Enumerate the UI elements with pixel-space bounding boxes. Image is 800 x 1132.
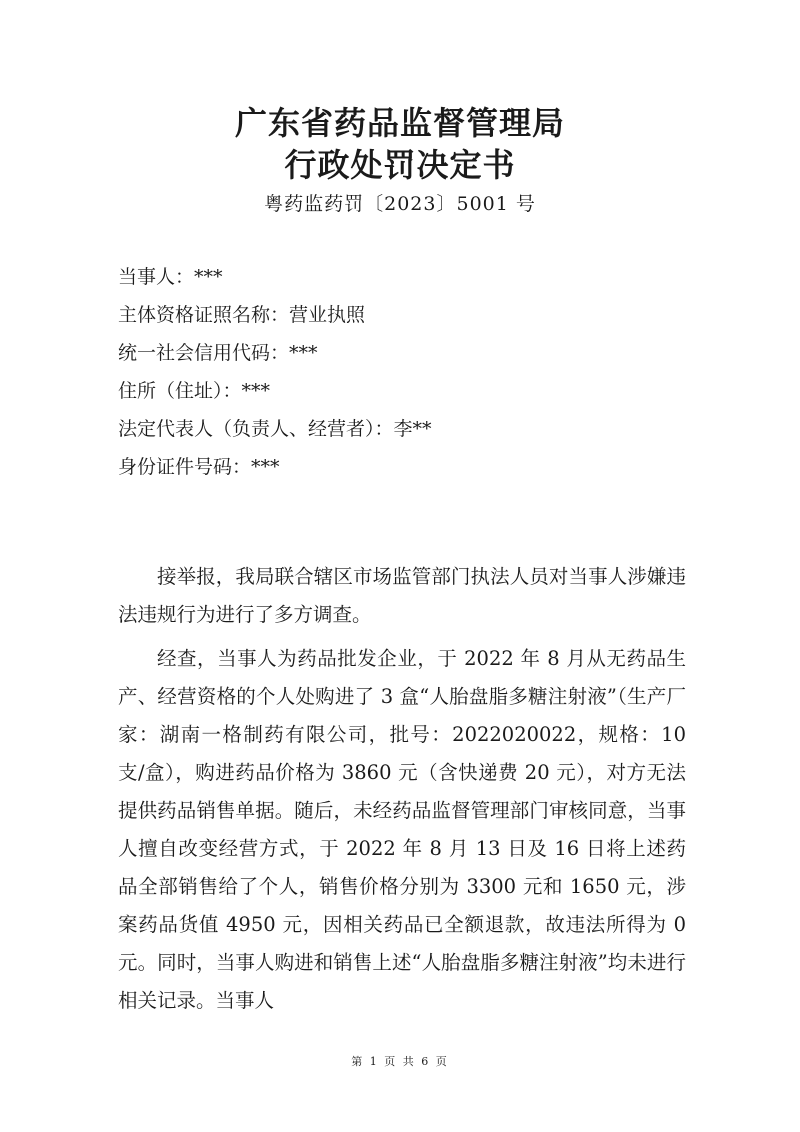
license-name: 主体资格证照名称：营业执照 <box>118 304 366 326</box>
document-type-title: 行政处罚决定书 <box>284 146 516 184</box>
page-number: 第 1 页 共 6 页 <box>351 1055 449 1068</box>
issuing-authority-title: 广东省药品监督管理局 <box>234 104 565 142</box>
paragraph: 经查，当事人为药品批发企业，于 2022 年 8 月从无药品生产、经营资格的个人处购进了 3 盒“人胎盘脂多糖注射液”（生产厂家：湖南一格制药有限公司，批号：2022020022，规格：10 支/盒），购进药品价格为 3860 元（含快递费 20 元），对方无法提供药品销售单据。随后，未经药品监督管理部门审核同意，当事人擅自改变经营方式，于 2022 年 8 月 13 日及 16 日将上述药品全部销售给了个人，销售价格分别为 3300 元和 1650 元，涉案药品货值 4950 元，因相关药品已全额退款，故违法所得为 0 元。同时，当事人购进和销售上述“人胎盘脂多糖注射液”均未进行相关记录。当事人 <box>118 647 686 1012</box>
party-info-block <box>118 258 718 486</box>
legal-representative: 法定代表人（负责人、经营者）：李** <box>118 418 432 440</box>
address: 住所（住址）：*** <box>118 380 271 402</box>
party-name: 当事人：*** <box>118 266 223 288</box>
id-number: 身份证件号码：*** <box>118 456 280 478</box>
paragraph: 接举报，我局联合辖区市场监管部门执法人员对当事人涉嫌违法违规行为进行了多方调查。 <box>118 565 686 626</box>
document-number: 粤药监药罚〔2023〕5001 号 <box>264 193 536 215</box>
document-body <box>118 558 686 1026</box>
credit-code: 统一社会信用代码：*** <box>118 342 318 364</box>
